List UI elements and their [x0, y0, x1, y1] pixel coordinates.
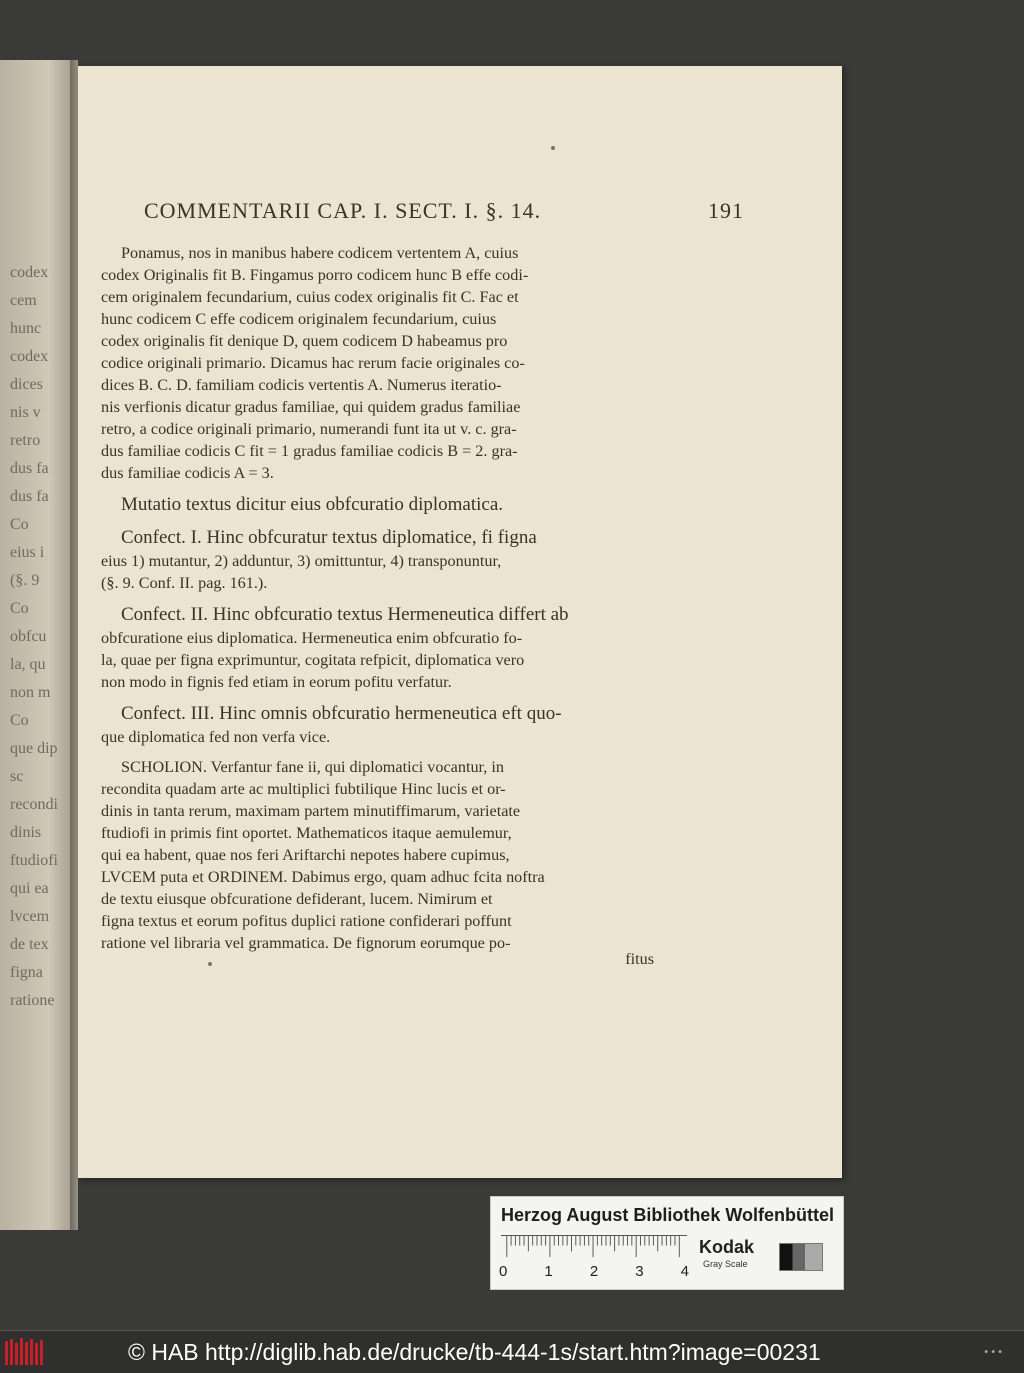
left-page-fragment: (§. 9	[10, 572, 40, 589]
left-page-fragment: non m	[10, 684, 51, 701]
left-page-fragment: ratione	[10, 992, 55, 1009]
scale-numbers	[499, 1263, 689, 1280]
text-line: cem originalem fecundarium, cuius codex originalis fit C. Fac et	[101, 288, 519, 306]
page-gutter	[70, 60, 78, 1230]
catchword: fitus	[625, 950, 654, 968]
book-page	[78, 66, 842, 1178]
left-page-fragment: sc	[10, 768, 24, 785]
left-page-fragment: retro	[10, 432, 41, 449]
text-line: dus familiae codicis A = 3.	[101, 464, 274, 482]
left-page-fragment: qui ea	[10, 880, 49, 897]
scale-number: 2	[589, 1263, 599, 1280]
text-line: obfcuratione eius diplomatica. Hermeneutica enim obfcuratio fo-	[101, 629, 523, 647]
text-line: Mutatio textus dicitur eius obfcuratio diplomatica.	[121, 494, 504, 515]
text-line: que diplomatica fed non verfa vice.	[101, 728, 331, 746]
left-page-fragment: lvcem	[10, 908, 50, 925]
text-line: SCHOLION. Verfantur fane ii, qui diplomatici vocantur, in	[121, 758, 504, 776]
left-page-fragment: hunc	[10, 320, 42, 337]
scale-number: 1	[544, 1263, 553, 1280]
scale-number: 0	[499, 1263, 508, 1280]
text-line: dinis in tanta rerum, maximam partem minutiffimarum, varietate	[101, 802, 521, 820]
gray-scale-caption: Gray Scale	[703, 1259, 748, 1269]
left-page-fragment: cem	[10, 292, 37, 309]
scale-ruler	[501, 1235, 687, 1259]
left-page-fragment: Co	[10, 712, 29, 729]
text-line: dus familiae codicis C fit = 1 gradus familiae codicis B = 2. gra-	[101, 442, 518, 460]
text-line: ftudiofi in primis fint oportet. Mathematicos itaque aemulemur,	[101, 824, 512, 842]
left-page-fragment: eius i	[10, 544, 45, 561]
left-page-fragment: dus fa	[10, 460, 49, 477]
text-line: Confect. I. Hinc obfcuratur textus diplomatice, fi figna	[121, 527, 537, 548]
left-page-fragment: la, qu	[10, 656, 46, 673]
text-line: (§. 9. Conf. II. pag. 161.).	[101, 574, 268, 592]
paper-spot	[551, 146, 555, 150]
more-icon[interactable]: •••	[983, 1347, 1004, 1358]
hab-logo-icon	[4, 1337, 46, 1367]
text-line: retro, a codice originali primario, numerandi funt ita ut v. c. gra-	[101, 420, 517, 438]
text-line: ratione vel libraria vel grammatica. De fignorum eorumque po-	[101, 934, 511, 952]
text-line: codex originalis fit denique D, quem codicem D habeamus pro	[101, 332, 508, 350]
text-line: codice originali primario. Dicamus hac rerum facie originales co-	[101, 354, 525, 372]
body-text	[101, 242, 655, 954]
library-label-card	[490, 1196, 844, 1290]
left-page-fragment: dices	[10, 376, 43, 393]
text-line: eius 1) mutantur, 2) adduntur, 3) omittuntur, 4) transponuntur,	[101, 552, 502, 570]
left-page-fragment: codex	[10, 348, 49, 365]
scale-number: 4	[680, 1263, 689, 1280]
left-page-fragment: ftudiofi	[10, 852, 58, 869]
text-line: codex Originalis fit B. Fingamus porro codicem hunc B effe codi-	[101, 266, 529, 284]
text-line: figna textus et eorum pofitus duplici ratione confiderari poffunt	[101, 912, 512, 930]
left-page-fragment: codex	[10, 264, 49, 281]
kodak-brand: Kodak	[699, 1237, 755, 1257]
text-line: la, quae per figna exprimuntur, cogitata refpicit, diplomatica vero	[101, 651, 525, 669]
left-page-fragment: nis v	[10, 404, 41, 421]
page-number: 191	[708, 198, 744, 223]
left-page-fragment: recondi	[10, 796, 58, 813]
left-page-fragment: obfcu	[10, 628, 47, 645]
text-line: LVCEM puta et ORDINEM. Dabimus ergo, quam adhuc fcita noftra	[101, 868, 545, 886]
text-line: recondita quadam arte ac multiplici fubtilique Hinc lucis et or-	[101, 780, 506, 798]
text-line: qui ea habent, quae nos feri Ariftarchi nepotes habere cupimus,	[101, 846, 510, 864]
viewer-footer	[0, 1330, 1024, 1373]
scale-number: 3	[635, 1263, 644, 1280]
text-line: hunc codicem C effe codicem originalem fecundarium, cuius	[101, 310, 497, 328]
library-name: Herzog August Bibliothek Wolfenbüttel	[501, 1205, 834, 1225]
paper-spot	[208, 962, 212, 966]
copyright-url[interactable]: © HAB http://diglib.hab.de/drucke/tb-444-1s/start.htm?image=00231	[128, 1339, 821, 1365]
left-page-edge	[0, 60, 70, 1230]
left-page-fragment: figna	[10, 964, 43, 981]
text-line: Confect. II. Hinc obfcuratio textus Hermeneutica differt ab	[121, 604, 569, 625]
left-page-fragment: dinis	[10, 824, 42, 841]
text-line: non modo in fignis fed etiam in eorum pofitu verfatur.	[101, 673, 452, 691]
gray-swatch	[779, 1243, 823, 1271]
left-page-fragment: de tex	[10, 936, 49, 953]
text-line: Confect. III. Hinc omnis obfcuratio hermeneutica eft quo-	[121, 703, 562, 724]
text-line: dices B. C. D. familiam codicis vertentis A. Numerus iteratio-	[101, 376, 502, 394]
text-line: Ponamus, nos in manibus habere codicem vertentem A, cuius	[121, 244, 519, 262]
text-line: nis verfionis dicatur gradus familiae, qui quidem gradus familiae	[101, 398, 521, 416]
running-head-title: COMMENTARII CAP. I. SECT. I. §. 14.	[144, 198, 542, 223]
running-head	[144, 198, 744, 232]
left-page-fragment: Co	[10, 600, 29, 617]
left-page-fragment: que dip	[10, 740, 58, 757]
left-page-fragment: Co	[10, 516, 29, 533]
text-line: de textu eiusque obfcuratione defiderant, lucem. Nimirum et	[101, 890, 493, 908]
left-page-fragment: dus fa	[10, 488, 49, 505]
